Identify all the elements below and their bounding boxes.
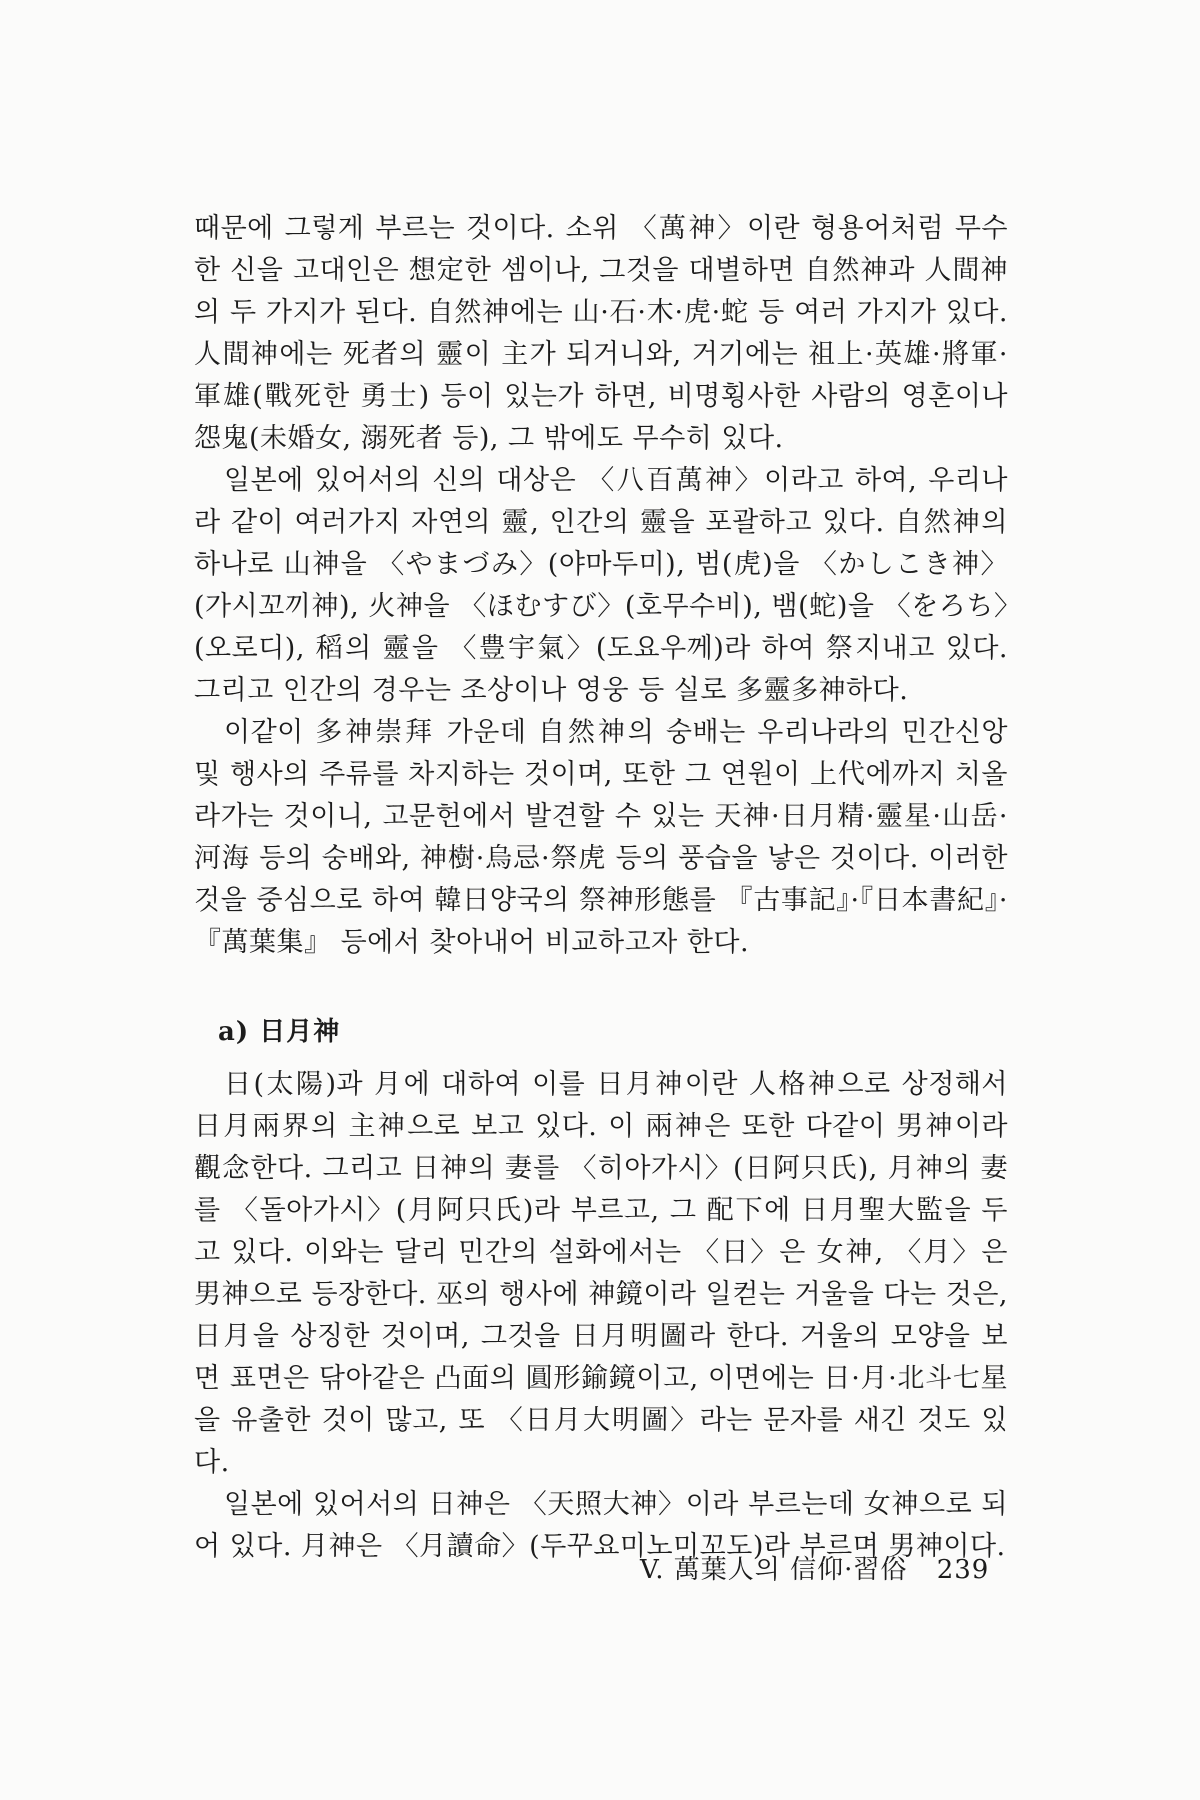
running-title: V. 萬葉人의 信仰·習俗 (640, 1555, 908, 1585)
body-text (194, 208, 1008, 1568)
section-heading-sun-moon-gods: a) 日月神 (218, 1017, 341, 1047)
paragraph-sun-moon-japan: 일본에 있어서의 日神은 〈天照大神〉이라 부르는데 女神으로 되어 있다. 月神은 〈月讀命〉(두꾸요미노미꼬도)라 부르며 男神이다. (194, 1489, 1008, 1562)
paragraph-nature-worship: 이같이 多神崇拜 가운데 自然神의 숭배는 우리나라의 민간신앙 및 행사의 주류를 차지하는 것이며, 또한 그 연원이 上代에까지 치올라가는 것이니, 고문헌에서 발견할 수 있는 天神·日月精·靈星·山岳·河海 등의 숭배와, 神樹·烏忌·祭虎 등의 풍습을 낳은 것이다. 이러한 것을 중심으로 하여 韓日양국의 祭神形態를 『古事記』·『日本書紀』·『萬葉集』 등에서 찾아내어 비교하고자 한다. (194, 717, 1008, 958)
page-footer (640, 1550, 989, 1590)
page-number: 239 (936, 1555, 990, 1585)
paragraph-continued: 때문에 그렇게 부르는 것이다. 소위 〈萬神〉이란 형용어처럼 무수한 신을 고대인은 想定한 셈이나, 그것을 대별하면 自然神과 人間神의 두 가지가 된다. 自然神에는 山·石·木·虎·蛇 등 여러 가지가 있다. 人間神에는 死者의 靈이 主가 되거니와, 거기에는 祖上·英雄·將軍·軍雄(戰死한 勇士) 등이 있는가 하면, 비명횡사한 사람의 영혼이나 怨鬼(未婚女, 溺死者 등), 그 밖에도 무수히 있다. (194, 213, 1008, 454)
paragraph-sun-moon-korea: 日(太陽)과 月에 대하여 이를 日月神이란 人格神으로 상정해서 日月兩界의 主神으로 보고 있다. 이 兩神은 또한 다같이 男神이라 觀念한다. 그리고 日神의 妻를 〈히아가시〉(日阿只氏), 月神의 妻를 〈돌아가시〉(月阿只氏)라 부르고, 그 配下에 日月聖大監을 두고 있다. 이와는 달리 민간의 설화에서는 〈日〉은 女神, 〈月〉은 男神으로 등장한다. 巫의 행사에 神鏡이라 일컫는 거울을 다는 것은, 日月을 상징한 것이며, 그것을 日月明圖라 한다. 거울의 모양을 보면 표면은 닦아같은 凸面의 圓形鍮鏡이고, 이면에는 日·月·北斗七星을 유출한 것이 많고, 또 〈日月大明圖〉라는 문자를 새긴 것도 있다. (194, 1069, 1008, 1478)
paragraph-japanese-gods: 일본에 있어서의 신의 대상은 〈八百萬神〉이라고 하여, 우리나라 같이 여러가지 자연의 靈, 인간의 靈을 포괄하고 있다. 自然神의 하나로 山神을 〈やまづみ〉(야마두미), 범(虎)을 〈かしこき神〉(가시꼬끼神), 火神을 〈ほむすび〉(호무수비), 뱀(蛇)을 〈をろち〉(오로디), 稻의 靈을 〈豊宇氣〉(도요우께)라 하여 祭지내고 있다. 그리고 인간의 경우는 조상이나 영웅 등 실로 多靈多神하다. (194, 465, 1008, 706)
